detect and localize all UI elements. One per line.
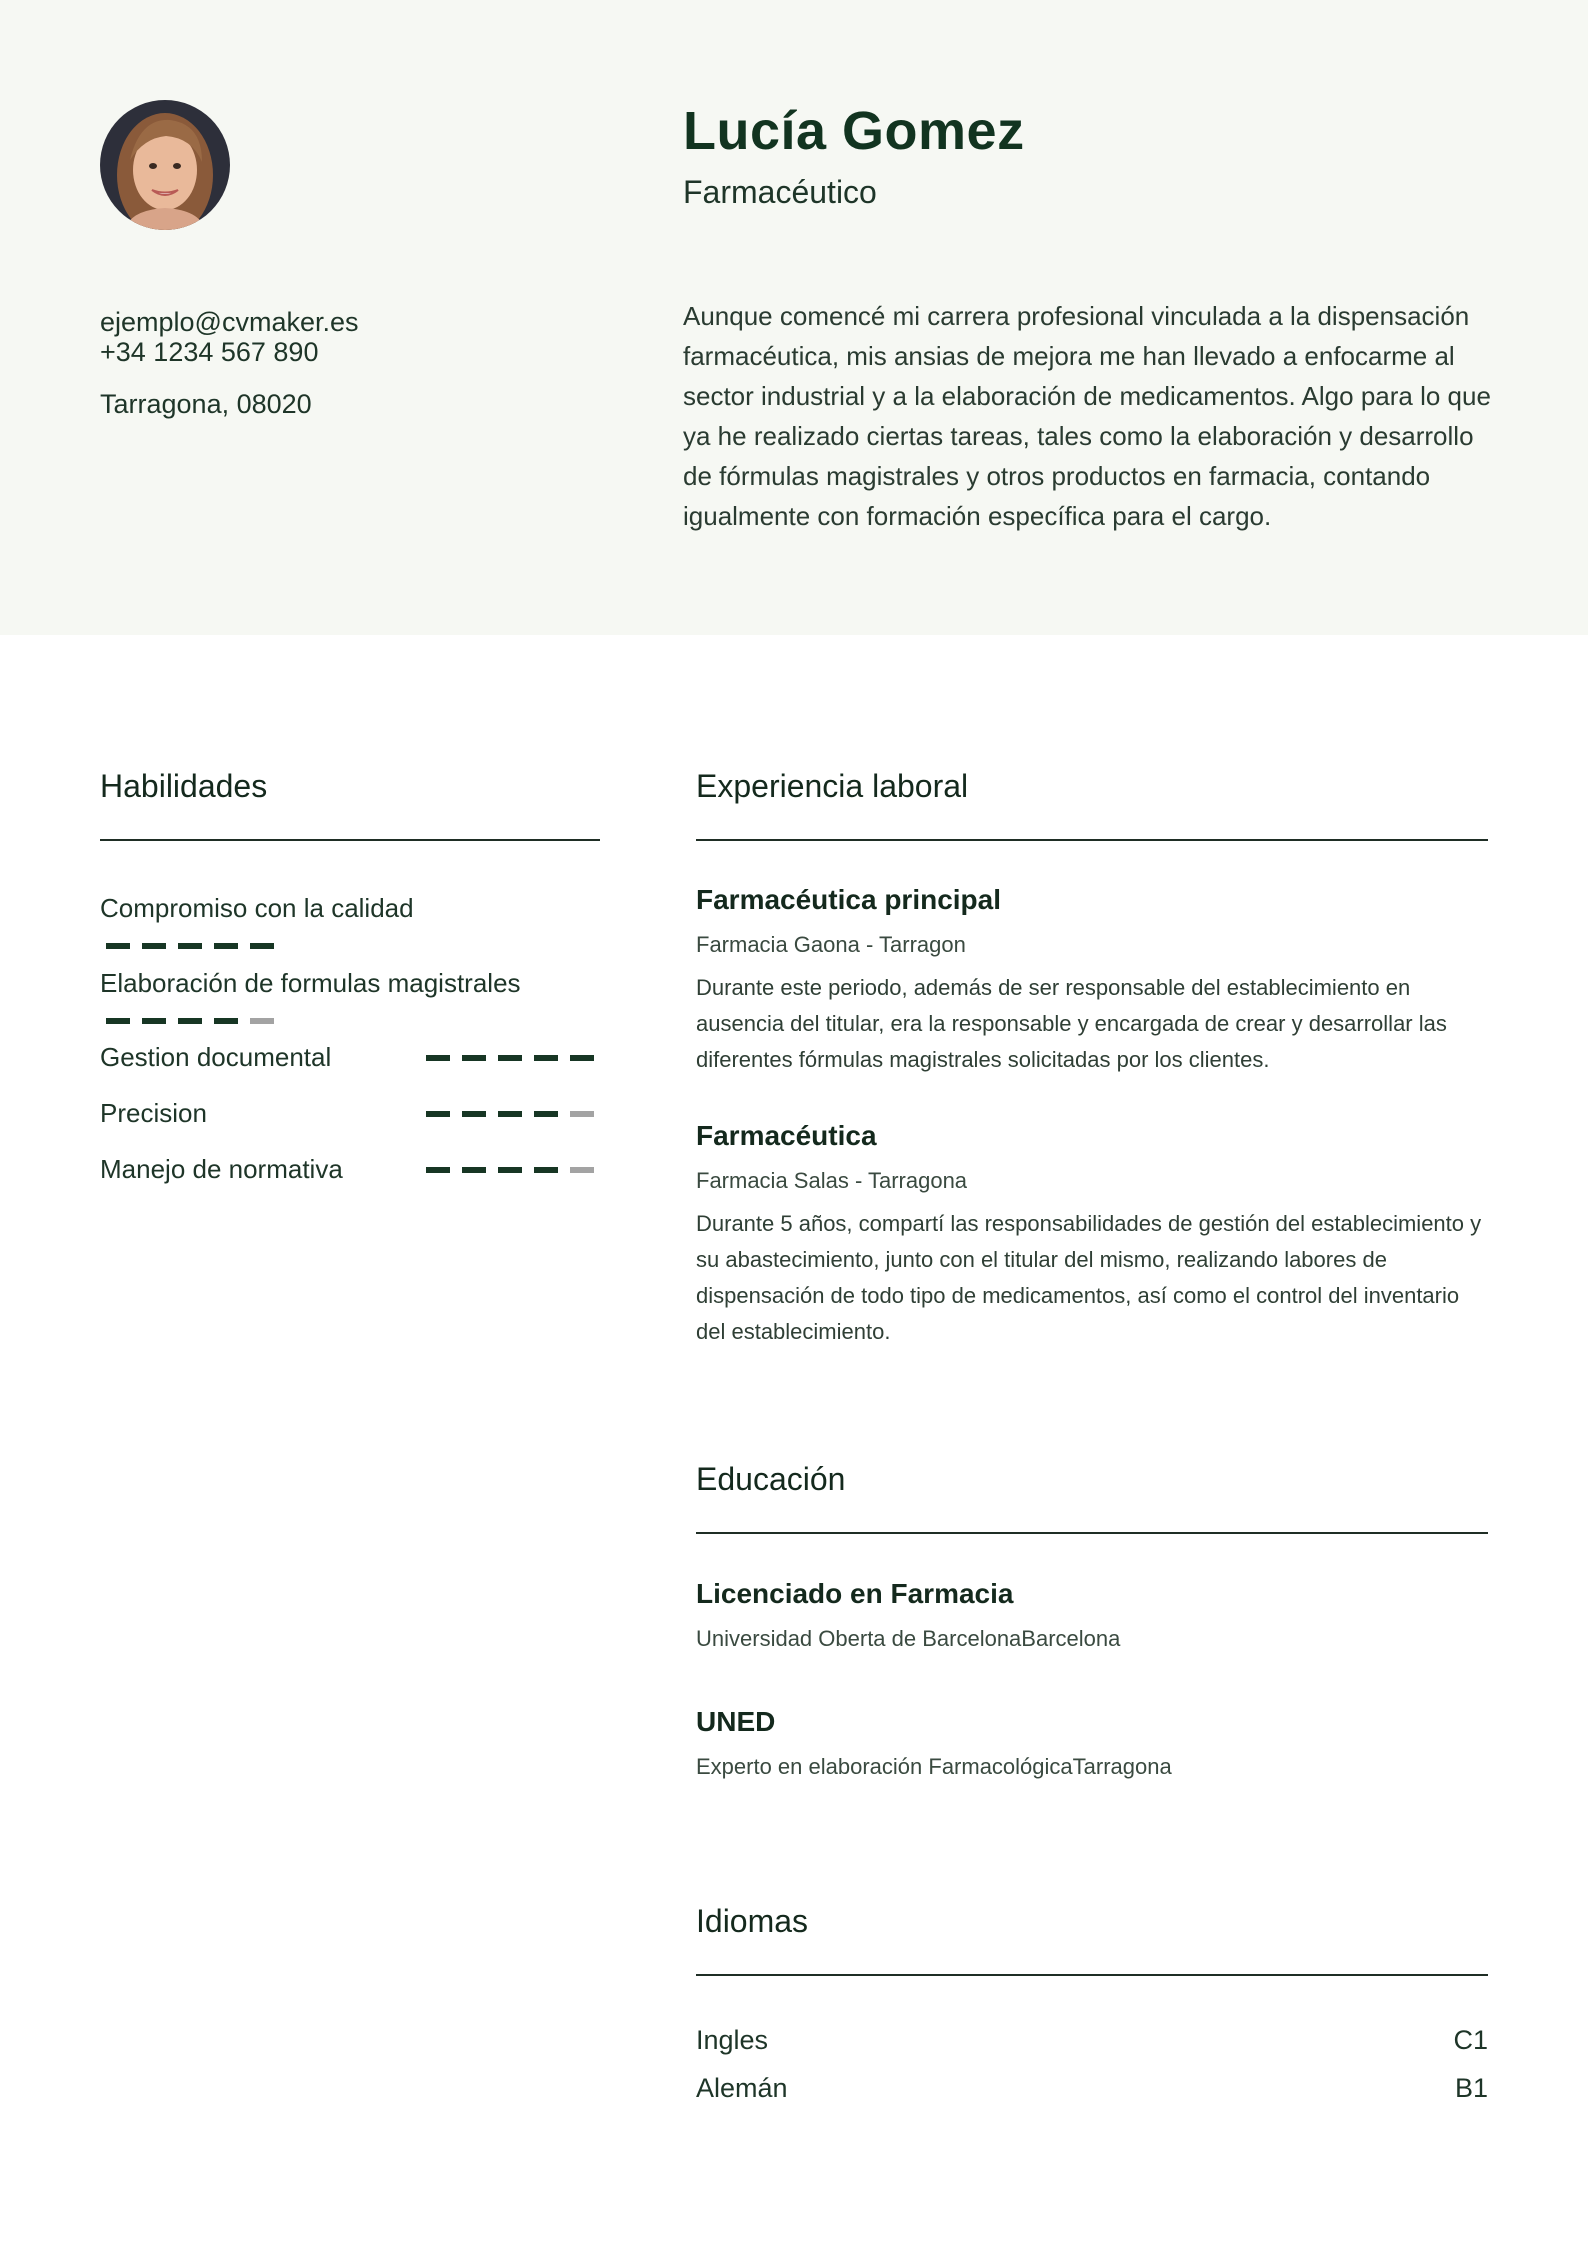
skill-dash-filled	[498, 1111, 522, 1117]
skill-label: Compromiso con la calidad	[100, 893, 414, 923]
skill-level-bar	[426, 1167, 594, 1173]
skill-dash-empty	[570, 1111, 594, 1117]
job-title: Farmacéutica principal	[696, 884, 1002, 915]
avatar-portrait	[100, 100, 230, 230]
skill-dash-filled	[106, 1018, 130, 1024]
job-description: Durante 5 años, compartí las responsabilidades de gestión del establecimiento y su abastecimiento, junto con el titular del mismo, realizando labores de dispensación de todo tipo de medicamentos, así como el control del inventario del establecimiento.	[696, 1211, 1482, 1344]
experience-title: Experiencia laboral	[696, 768, 969, 804]
skill-dash-filled	[142, 1018, 166, 1024]
education-degree: Licenciado en Farmacia	[696, 1578, 1014, 1609]
avatar	[100, 100, 230, 230]
education-divider	[696, 1532, 1488, 1534]
skill-dash-filled	[426, 1055, 450, 1061]
skill-label: Elaboración de formulas magistrales	[100, 968, 521, 998]
education-degree: UNED	[696, 1706, 776, 1737]
skill-dash-filled	[462, 1055, 486, 1061]
skill-dash-filled	[534, 1111, 558, 1117]
skill-dash-filled	[570, 1055, 594, 1061]
person-name: Lucía Gomez	[683, 101, 1025, 161]
job-role: Farmacéutico	[683, 174, 877, 210]
skill-dash-filled	[178, 1018, 202, 1024]
email-text: ejemplo@cvmaker.es	[100, 307, 359, 337]
profile-summary: Aunque comencé mi carrera profesional vinculada a la dispensación farmacéutica, mis ansias de mejora me han llevado a enfocarme al sector industrial y a la elaboración de medicamentos. Algo para lo que ya he realizado ciertas tareas, tales como la elaboración y desarrollo de fórmulas magistrales y otros productos en farmacia, contando igualmente con formación específica para el cargo.	[683, 301, 1491, 531]
skill-dash-filled	[498, 1167, 522, 1173]
skill-dash-filled	[426, 1111, 450, 1117]
education-title: Educación	[696, 1461, 846, 1497]
language-name: Alemán	[696, 2073, 788, 2103]
header-band	[0, 0, 1588, 635]
skill-dash-filled	[178, 943, 202, 949]
skill-dash-empty	[570, 1167, 594, 1173]
education-detail: Universidad Oberta de BarcelonaBarcelona	[696, 1626, 1121, 1651]
skill-label: Gestion documental	[100, 1042, 332, 1072]
skill-dash-filled	[534, 1055, 558, 1061]
phone-text: +34 1234 567 890	[100, 337, 319, 367]
skill-dash-filled	[462, 1111, 486, 1117]
skill-dash-empty	[250, 1018, 274, 1024]
skill-dash-filled	[462, 1167, 486, 1173]
languages-title: Idiomas	[696, 1903, 809, 1939]
languages-divider	[696, 1974, 1488, 1976]
job-title: Farmacéutica	[696, 1120, 877, 1151]
contact-block	[100, 307, 359, 367]
language-name: Ingles	[696, 2025, 769, 2055]
education-detail: Experto en elaboración FarmacológicaTarragona	[696, 1754, 1172, 1779]
experience-divider	[696, 839, 1488, 841]
skill-dash-filled	[498, 1055, 522, 1061]
skill-level-bar	[106, 943, 274, 949]
skill-dash-filled	[106, 943, 130, 949]
skill-dash-filled	[534, 1167, 558, 1173]
skills-divider	[100, 839, 600, 841]
language-level: B1	[1454, 2073, 1488, 2103]
skill-level-bar	[106, 1018, 274, 1024]
skill-dash-filled	[142, 943, 166, 949]
job-company: Farmacia Gaona - Tarragon	[696, 932, 966, 957]
city-text: Tarragona, 08020	[100, 389, 312, 419]
skill-label: Manejo de normativa	[100, 1154, 343, 1184]
job-description: Durante este periodo, además de ser responsable del establecimiento en ausencia del titular, era la responsable y encargada de crear y desarrollar las diferentes fórmulas magistrales solicitadas por los clientes.	[696, 975, 1447, 1072]
job-company: Farmacia Salas - Tarragona	[696, 1168, 968, 1193]
language-level: C1	[1453, 2025, 1488, 2055]
skill-dash-filled	[214, 1018, 238, 1024]
skill-level-bar	[426, 1055, 594, 1061]
skill-dash-filled	[426, 1167, 450, 1173]
skill-dash-filled	[214, 943, 238, 949]
skill-label: Precision	[100, 1098, 207, 1128]
skill-dash-filled	[250, 943, 274, 949]
skills-title: Habilidades	[100, 768, 268, 804]
skill-level-bar	[426, 1111, 594, 1117]
